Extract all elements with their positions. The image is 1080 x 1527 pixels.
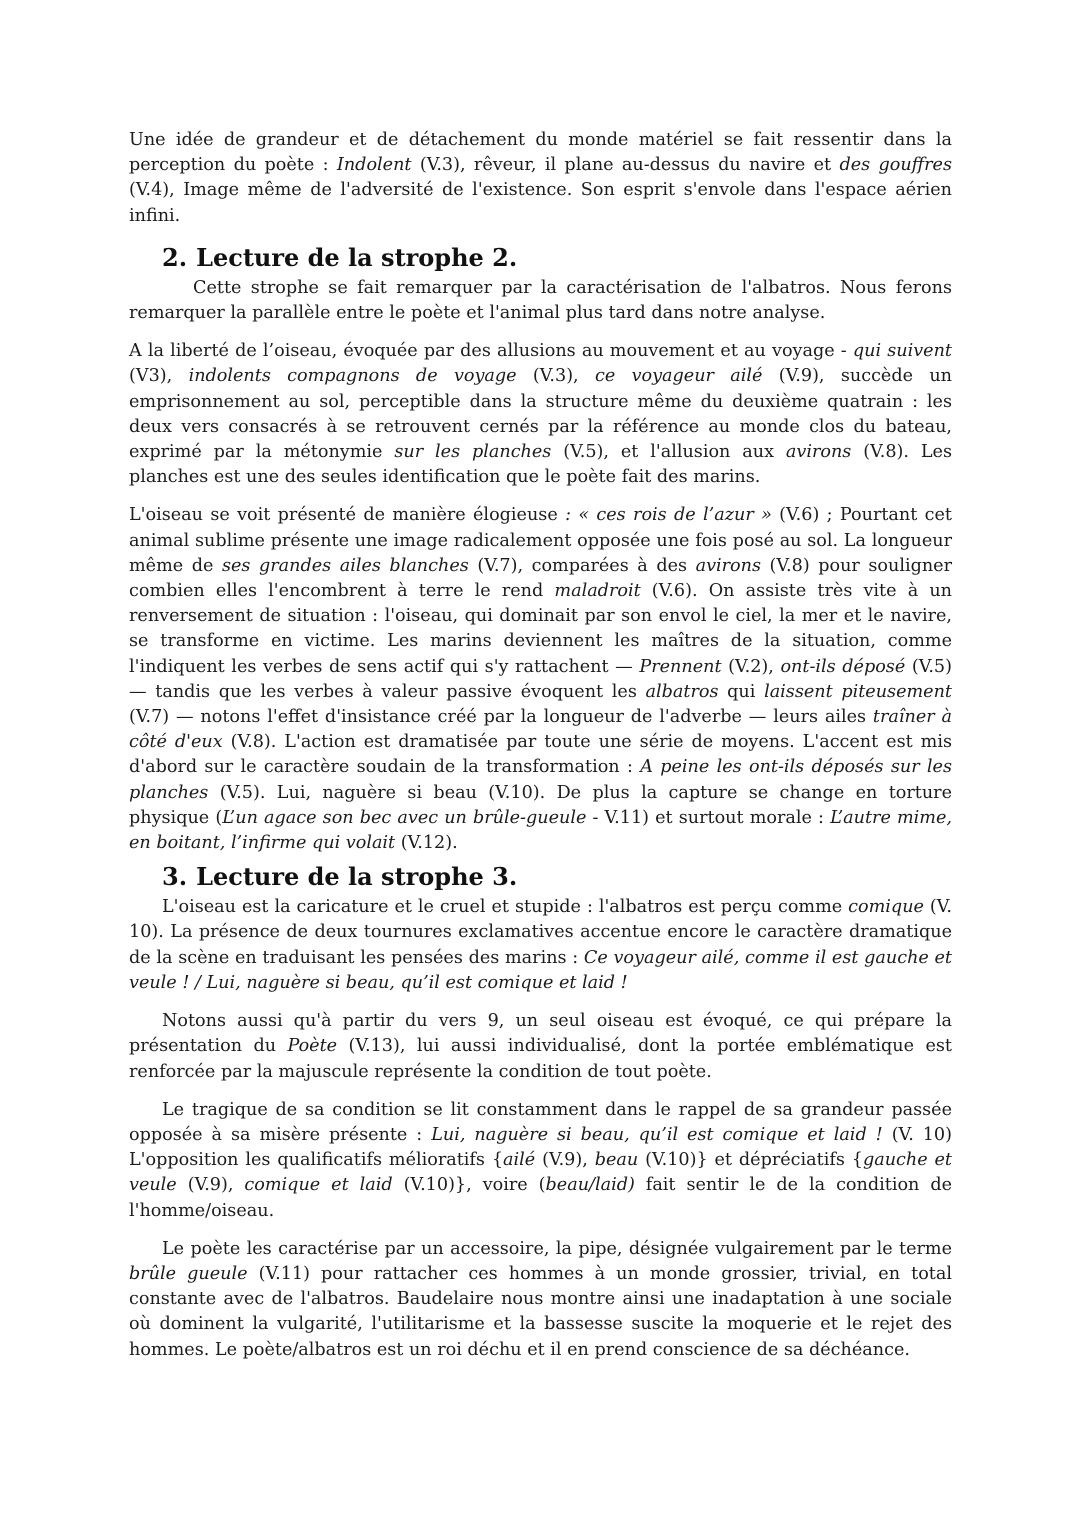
text-run: (V.5), et l'allusion aux (551, 442, 786, 463)
quoted-verse: ont-ils déposé (780, 656, 906, 677)
text-run: (V.9), succède un emprisonnement au sol, perceptible dans la structure même du deuxième quatrain : les deux vers consacrés à se retrouvent cernés par la référence au monde clos du bateau, exprimé par la métonymie (129, 366, 953, 463)
text-run: (V.7) — notons l'effet d'insistance créé par la longueur de l'adverbe — leurs ailes (129, 707, 873, 728)
document-page (129, 128, 952, 1376)
section-number: 3. (162, 862, 188, 892)
quoted-verse: comique et laid (244, 1175, 393, 1196)
quoted-verse: L’autre mime, en boitant, l’infirme qui volait (129, 807, 952, 854)
quoted-verse: indolents compagnons de voyage (188, 366, 517, 387)
text-run: (V.3), (516, 366, 595, 387)
quoted-verse: ailé (503, 1150, 536, 1171)
quoted-verse: ses grandes ailes blanches (221, 555, 469, 576)
paragraph (129, 276, 952, 326)
section-heading (162, 861, 952, 893)
text-run: (V.9), (535, 1150, 595, 1171)
text-run: (V.7), comparées à des (468, 555, 696, 576)
text-run: (V.12). (395, 833, 458, 854)
paragraph (129, 1009, 952, 1085)
text-run: (V.3), rêveur, il plane au-dessus du navire et (411, 155, 840, 176)
text-run: Notons aussi qu'à partir du vers 9, un seul oiseau est évoqué, ce qui prépare la présentation du (129, 1011, 952, 1057)
section-heading (162, 242, 952, 274)
text-run: (V.10)} et dépréciatifs { (638, 1150, 863, 1171)
paragraph (129, 503, 952, 856)
text-run: (V.4), Image même de l'adversité de l'existence. Son esprit s'envole dans l'espace aérien infini. (129, 180, 952, 226)
text-run: (V.6) ; Pourtant cet animal sublime présente une image radicalement opposée une fois posé au sol. La longueur même de (129, 505, 952, 576)
text-run: (V.8). Les planches est une des seules identification que le poète fait des marins. (129, 442, 953, 488)
text-run: fait sentir le de la condition de l'homme/oiseau. (129, 1175, 953, 1221)
quoted-verse: maladroit (554, 581, 641, 602)
quoted-verse: Indolent (336, 155, 412, 176)
text-run: (V.9), (176, 1175, 245, 1196)
quoted-verse: ce voyageur ailé (594, 366, 763, 387)
quoted-verse: traîner à côté d'eux (129, 707, 952, 753)
quoted-verse: gauche et veule (129, 1150, 953, 1196)
text-run: (V.5) — tandis que les verbes à valeur passive évoquent les (129, 656, 952, 702)
quoted-verse: laissent piteusement (764, 681, 952, 702)
paragraph (129, 128, 952, 229)
text-run: (V.6). On assiste très vite à un renversement de situation : l'oiseau, qui dominait par son envol le ciel, la mer et le navire, se transforme en victime. Les marins deviennent les maîtres de la situation, comme l'indiquent les verbes de sens actif qui s'y rattachent — (129, 581, 952, 677)
quoted-verse: qui suivent (852, 341, 952, 362)
quoted-verse: Ce voyageur ailé, comme il est gauche et veule ! / Lui, naguère si beau, qu’il est comique et laid ! (129, 947, 952, 993)
quoted-verse: Lui, naguère si beau, qu’il est comique et laid ! (431, 1124, 883, 1145)
text-run: - V.11) et surtout morale : (586, 807, 831, 828)
text-run: L'oiseau se voit présenté de manière élogieuse (129, 505, 566, 526)
text-run: qui (718, 681, 765, 702)
quoted-verse: Prennent (639, 656, 722, 677)
quoted-verse: comique (848, 897, 924, 918)
quoted-verse: L’un agace son bec avec un brûle-gueule (222, 807, 587, 828)
text-run: (V.5). Lui, naguère si beau (V.10). De plus la capture se change en torture physique ( (129, 782, 952, 828)
text-run: (V3), (129, 366, 189, 387)
text-run: Une idée de grandeur et de détachement du monde matériel se fait ressentir dans la perception du poète : (129, 130, 952, 176)
quoted-verse: beau (594, 1150, 639, 1171)
text-run: (V.8) pour souligner combien elles l'encombrent à terre le rend (129, 555, 952, 602)
quoted-verse: sur les planches (394, 442, 552, 463)
quoted-verse: brûle gueule (129, 1263, 248, 1284)
section-number: 2. (162, 242, 188, 272)
quoted-verse: des gouffres (839, 155, 952, 176)
quoted-verse: albatros (645, 681, 719, 702)
paragraph (129, 1237, 952, 1363)
paragraph (129, 895, 952, 996)
text-run: A la liberté de l’oiseau, évoquée par des allusions au mouvement et au voyage - (129, 341, 853, 362)
section-title: Lecture de la strophe 2. (196, 242, 518, 272)
text-run: L'oiseau est la caricature et le cruel et stupide : l'albatros est perçu comme (162, 897, 849, 918)
quoted-verse: avirons (695, 555, 761, 576)
quoted-verse: Poète (287, 1036, 338, 1057)
quoted-verse: beau/laid) (545, 1175, 635, 1196)
section-title: Lecture de la strophe 3. (196, 862, 518, 892)
text-run: (V.11) pour rattacher ces hommes à un monde grossier, trivial, en total constante avec de l'albatros. Baudelaire nous montre ainsi une inadaptation à une sociale où dominent la vulgarité, l'utilitarisme et la bassesse suscite la moquerie et le rejet des hommes. Le poète/albatros est un roi déchu et il en prend conscience de sa déchéance. (129, 1263, 952, 1360)
text-run: (V.10)}, voire ( (392, 1175, 546, 1196)
text-run: (V. 10). La présence de deux tournures exclamatives accentue encore le caractère dramatique de la scène en traduisant les pensées des marins : (129, 897, 952, 968)
quoted-verse: : « ces rois de l’azur » (565, 505, 772, 526)
quoted-verse: A peine les ont-ils déposés sur les planches (129, 757, 952, 803)
text-run: (V.8). L'action est dramatisée par toute une série de moyens. L'accent est mis d'abord sur le caractère soudain de la transformation : (129, 732, 952, 778)
text-run: (V.2), (721, 656, 781, 677)
paragraph (129, 339, 952, 490)
text-run: Le tragique de sa condition se lit constamment dans le rappel de sa grandeur passée opposée à sa misère présente : (129, 1099, 952, 1145)
text-run: (V. 10) L'opposition les qualificatifs mélioratifs { (129, 1124, 952, 1171)
paragraph (129, 1098, 952, 1224)
quoted-verse: avirons (785, 442, 852, 463)
text-run: Le poète les caractérise par un accessoire, la pipe, désignée vulgairement par le terme (162, 1238, 952, 1259)
text-run: Cette strophe se fait remarquer par la caractérisation de l'albatros. Nous ferons remarquer la parallèle entre le poète et l'animal plus tard dans notre analyse. (129, 277, 952, 324)
text-run: (V.13), lui aussi individualisé, dont la portée emblématique est renforcée par la majuscule représente la condition de tout poète. (129, 1036, 952, 1082)
